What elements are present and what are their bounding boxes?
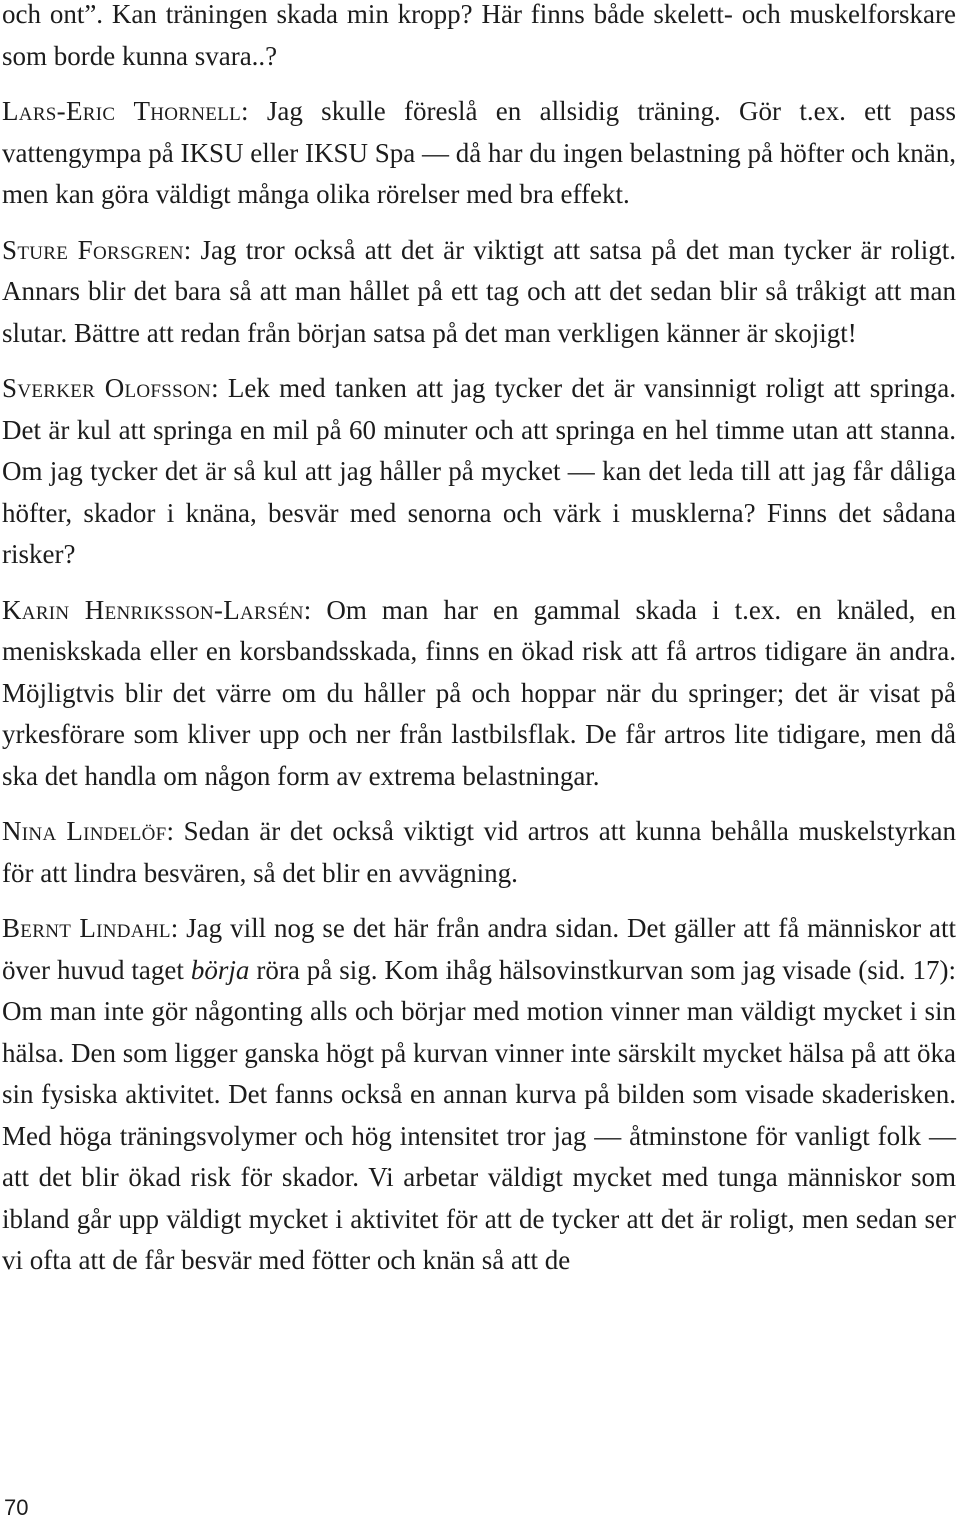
emphasized-word: börja <box>190 954 250 985</box>
paragraph-text: Jag skulle föreslå en allsidig träning. Gör t.ex. ett pass vattengympa på IKSU eller IKSU Spa — då har du ingen belastning på höfter och knän, men kan göra väldigt många olika rörelser med bra effekt. <box>2 96 956 209</box>
paragraph-sture-forsgren <box>2 230 956 355</box>
text-block <box>2 0 956 1296</box>
paragraph-text: Jag vill nog se det här från andra sidan. Det gäller att få människor att över huvud taget <box>2 913 956 985</box>
speaker-name: Lars-Eric Thornell <box>2 96 242 126</box>
paragraph-sverker-olofsson <box>2 368 956 576</box>
speaker-name: Bernt Lindahl <box>2 913 171 943</box>
paragraph-text: Lek med tanken att jag tycker det är vansinnigt roligt att springa. Det är kul att springa en mil på 60 minuter och att springa en hel timme utan att stanna. Om jag tycker det är så kul att jag håller på mycket — kan det leda till att jag får dåliga höfter, skador i knäna, besvär med senorna och värk i musklerna? Finns det sådana risker? <box>2 373 956 569</box>
paragraph-text: Jag tror också att det är viktigt att satsa på det man tycker är roligt. Annars blir det bara så att man hållet på ett tag och att det sedan blir så tråkigt att man slutar. Bättre att redan från början satsa på det man verkligen känner är skojigt! <box>2 234 956 348</box>
speaker-name: Karin Henriksson-Larsén <box>2 594 304 625</box>
speaker-colon: : <box>166 816 184 846</box>
speaker-name: Nina Lindelöf <box>2 816 167 846</box>
paragraph-nina-lindelof <box>2 811 956 894</box>
page-number: 70 <box>4 1495 29 1520</box>
speaker-name: Sverker Olofsson <box>2 373 212 403</box>
speaker-colon: : <box>303 594 327 625</box>
paragraph-text: och ont”. Kan träningen skada min kropp? Här finns både skelett- och muskelforskare som borde kunna svara..? <box>2 0 956 71</box>
paragraph-text-continued: röra på sig. Kom ihåg hälsovinstkurvan som jag visade (sid. 17): Om man inte gör någonting alls och börjar med motion vinner man väldigt mycket i sin hälsa. Den som ligger ganska högt på kurvan vinner inte särskilt mycket hälsa på att öka sin fysiska aktivitet. Det fanns också en annan kurva på bilden som visade skaderisken. Med höga träningsvolymer och hög intensitet tror jag — åtminstone för vanligt folk — att det blir ökad risk för skador. Vi arbetar väldigt mycket med tunga människor som ibland går upp väldigt mycket i aktivitet för att de tycker att det är roligt, men sedan ser vi ofta att de får besvär med fötter och knän så att de <box>2 954 956 1275</box>
speaker-colon: : <box>211 373 228 403</box>
speaker-colon: : <box>241 96 267 126</box>
speaker-name: Sture Forsgren <box>2 234 184 265</box>
paragraph-intro <box>2 0 956 77</box>
paragraph-text: Om man har en gammal skada i t.ex. en knäled, en meniskskada eller en korsbandsskada, finns en ökad risk att få artros tidigare än andra. Möjligtvis blir det värre om du håller på och hoppar när du springer; det är visat på yrkesförare som kliver upp och ner från lastbilsflak. De får artros lite tidigare, men då ska det handla om någon form av extrema belastningar. <box>2 594 956 791</box>
speaker-colon: : <box>170 913 187 943</box>
paragraph-text: Sedan är det också viktigt vid artros att kunna behålla muskelstyrkan för att lindra besvären, så det blir en avvägning. <box>2 816 956 888</box>
speaker-colon: : <box>183 234 201 265</box>
paragraph-bernt-lindahl <box>2 908 956 1282</box>
paragraph-karin-henriksson-larsen <box>2 590 956 798</box>
paragraph-lars-eric-thornell <box>2 91 956 216</box>
